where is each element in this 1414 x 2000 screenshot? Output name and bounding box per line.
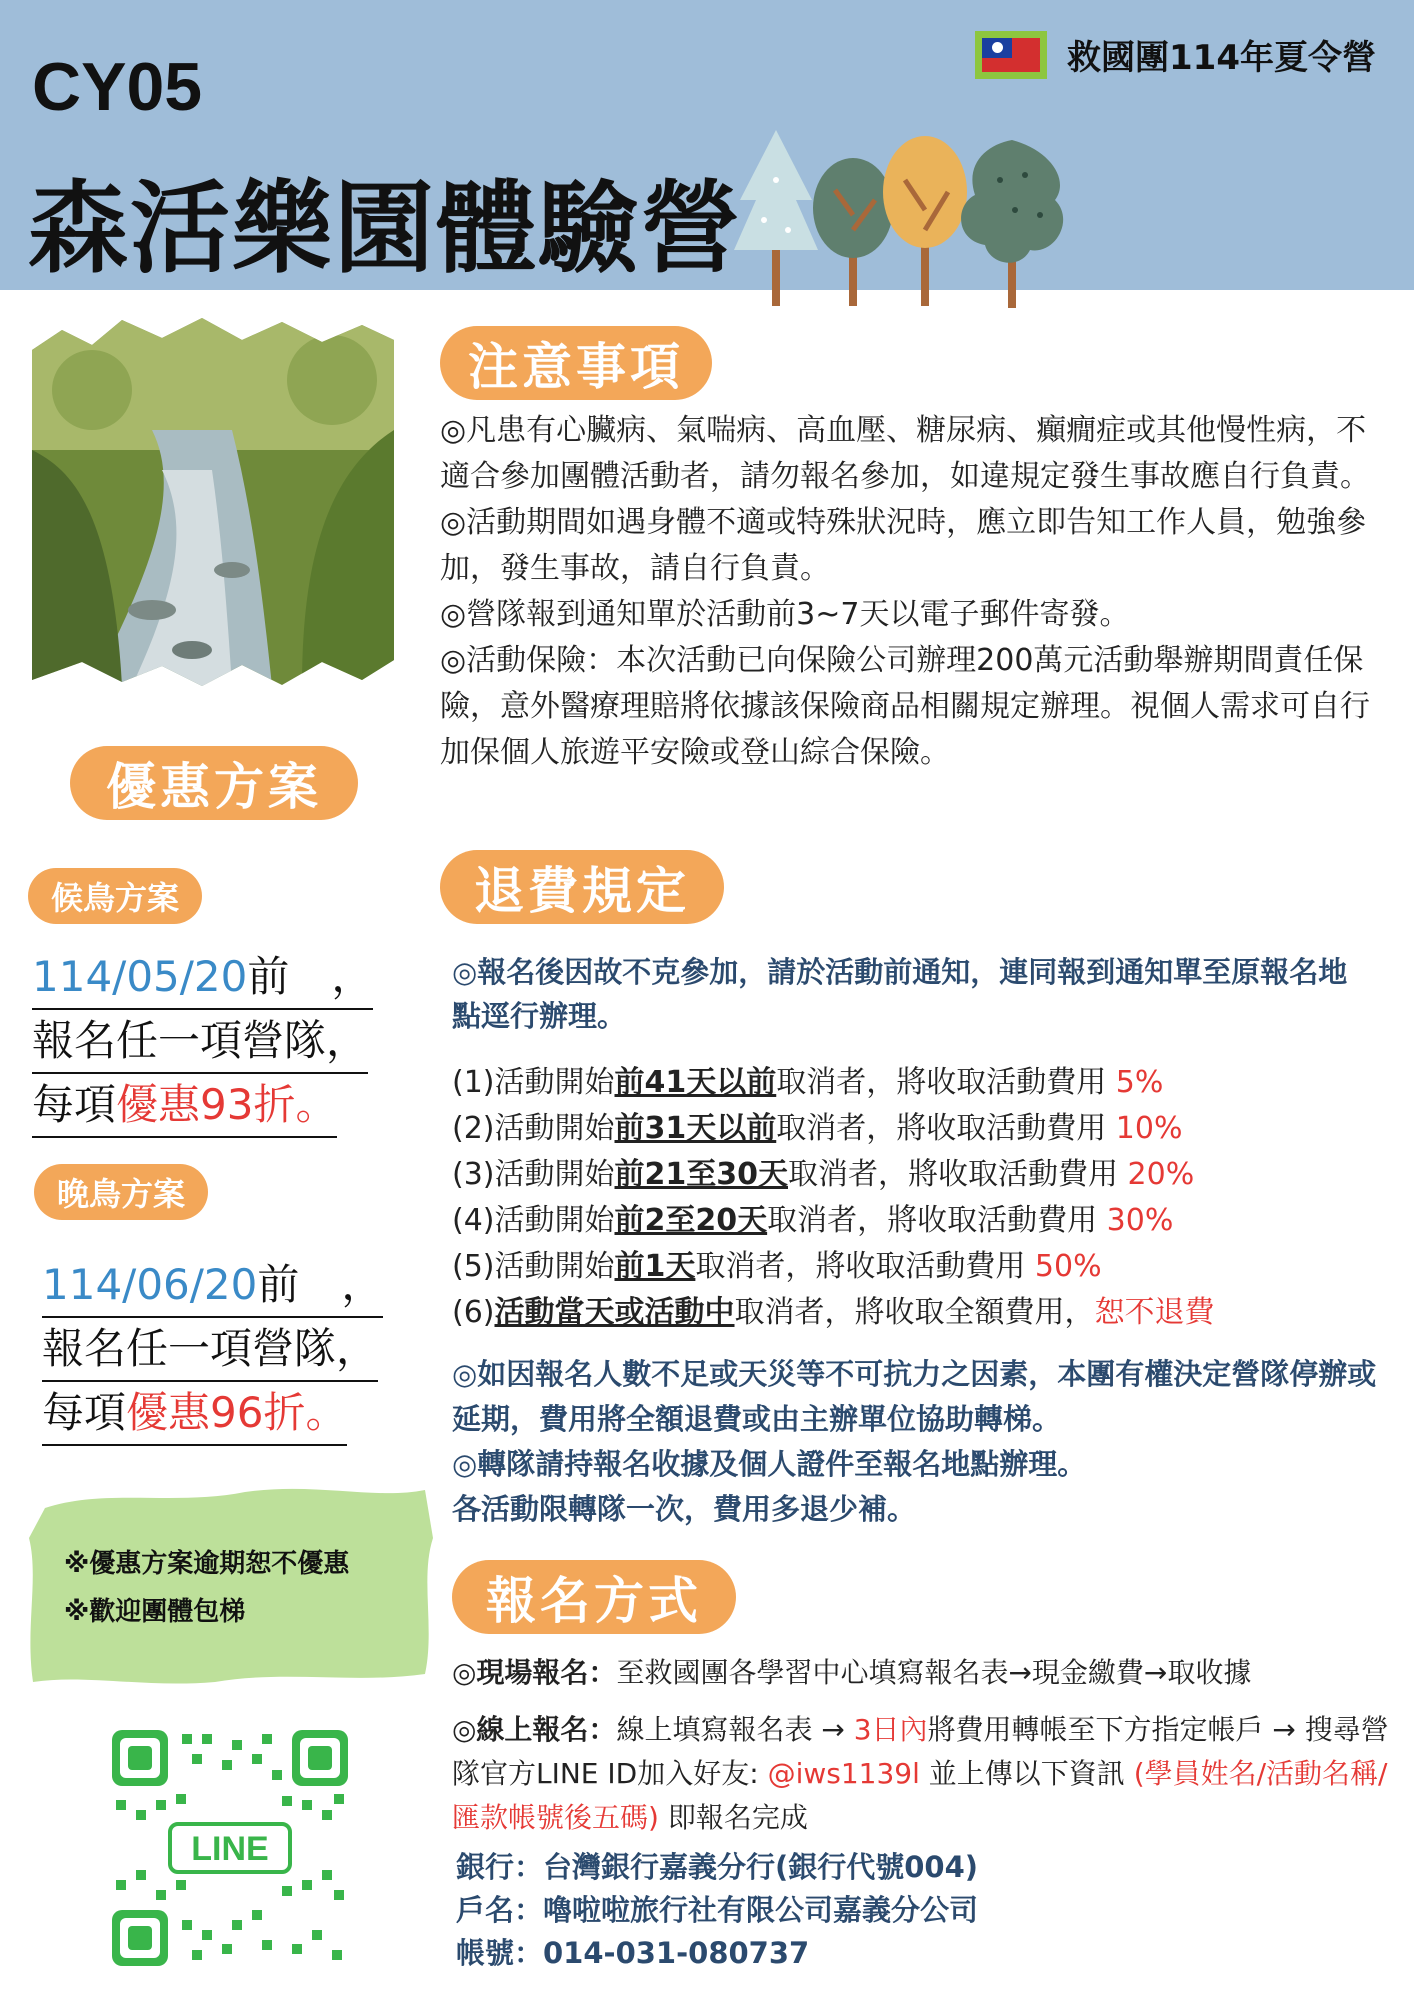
- refund-note: ◎如因報名人數不足或天災等不可抗力之因素，本團有權決定營隊停辦或延期，費用將全額退費或由主辦單位協助轉梯。: [452, 1357, 1377, 1436]
- organizer-name: 救國團114年夏令營: [1067, 38, 1376, 78]
- promo-notes: [64, 1540, 349, 1636]
- onsite-registration: ◎現場報名：至救國團各學習中心填寫報名表→現金繳費→取收據: [452, 1656, 1252, 1689]
- refund-intro: ◎報名後因故不克參加，請於活動前通知，連同報到通知單至原報名地點逕行辦理。: [452, 955, 1348, 1033]
- early-bird-label: 候鳥方案: [28, 868, 202, 924]
- bank-info: [456, 1846, 978, 1975]
- late-bird-offer: 114/06/20前 ， 報名任一項營隊， 每項優惠96折。: [42, 1254, 402, 1446]
- line-id[interactable]: @iws1139l: [767, 1757, 920, 1790]
- account-name: 戶名：嚕啦啦旅行社有限公司嘉義分公司: [456, 1893, 979, 1927]
- refund-rule: (3)活動開始前21至30天取消者，將收取活動費用 20%: [452, 1157, 1195, 1192]
- line-qr-code[interactable]: [112, 1730, 348, 1966]
- page-title: 森活樂園體驗營: [28, 170, 742, 287]
- notice-item: ◎活動期間如遇身體不適或特殊狀況時，應立即告知工作人員，勉強參加，發生事故，請自行負責。: [440, 505, 1367, 586]
- promo-note: ※歡迎團體包梯: [64, 1597, 246, 1627]
- refund-rule: (6)活動當天或活動中取消者，將收取全額費用，恕不退費: [452, 1295, 1215, 1330]
- organizer: [975, 30, 1376, 79]
- promo-note: ※優惠方案逾期恕不優惠: [64, 1549, 350, 1579]
- refund-rule: (1)活動開始前41天以前取消者，將收取活動費用 5%: [452, 1065, 1164, 1100]
- late-bird-label: 晚鳥方案: [34, 1164, 208, 1220]
- refund-notes: [452, 1352, 1392, 1532]
- online-registration: ◎線上報名：線上填寫報名表 → 3日內將費用轉帳至下方指定帳戶 → 搜尋營隊官方LINE ID加入好友: @iws1139l 並上傳以下資訊 (學員姓名/活動名稱/匯款帳號後五碼) 即報名完成: [452, 1713, 1389, 1834]
- refund-note: 各活動限轉隊一次，費用多退少補。: [452, 1492, 917, 1526]
- early-bird-offer: 114/05/20前 ， 報名任一項營隊， 每項優惠93折。: [32, 946, 392, 1138]
- refund-rule: (2)活動開始前31天以前取消者，將收取活動費用 10%: [452, 1111, 1183, 1146]
- registration-heading: 報名方式: [452, 1560, 736, 1634]
- refund-rule: (4)活動開始前2至20天取消者，將收取活動費用 30%: [452, 1203, 1174, 1238]
- notice-heading: 注意事項: [440, 326, 712, 400]
- stream-photo: [32, 310, 394, 686]
- account-number: 帳號：014-031-080737: [456, 1936, 810, 1970]
- notice-item: ◎活動保險：本次活動已向保險公司辦理200萬元活動舉辦期間責任保險，意外醫療理賠將依據該保險商品相關規定辦理。視個人需求可自行加保個人旅遊平安險或登山綜合保險。: [440, 643, 1370, 770]
- camp-code: CY05: [32, 49, 203, 125]
- bank-name: 銀行：台灣銀行嘉義分行(銀行代號004): [456, 1850, 979, 1884]
- refund-heading: 退費規定: [440, 850, 724, 924]
- refund-note: ◎轉隊請持報名收據及個人證件至報名地點辦理。: [452, 1447, 1087, 1481]
- notice-list: [440, 408, 1380, 776]
- flag-icon: [975, 31, 1047, 79]
- promo-heading: 優惠方案: [70, 746, 358, 820]
- trees-illustration: [730, 120, 1070, 310]
- notice-item: ◎凡患有心臟病、氣喘病、高血壓、糖尿病、癲癇症或其他慢性病，不適合參加團體活動者，請勿報名參加，如違規定發生事故應自行負責。: [440, 413, 1370, 494]
- refund-rule: (5)活動開始前1天取消者，將收取活動費用 50%: [452, 1249, 1102, 1284]
- qr-label: LINE: [191, 1830, 269, 1868]
- refund-rules: [452, 1060, 1372, 1336]
- notice-item: ◎營隊報到通知單於活動前3~7天以電子郵件寄發。: [440, 597, 1130, 632]
